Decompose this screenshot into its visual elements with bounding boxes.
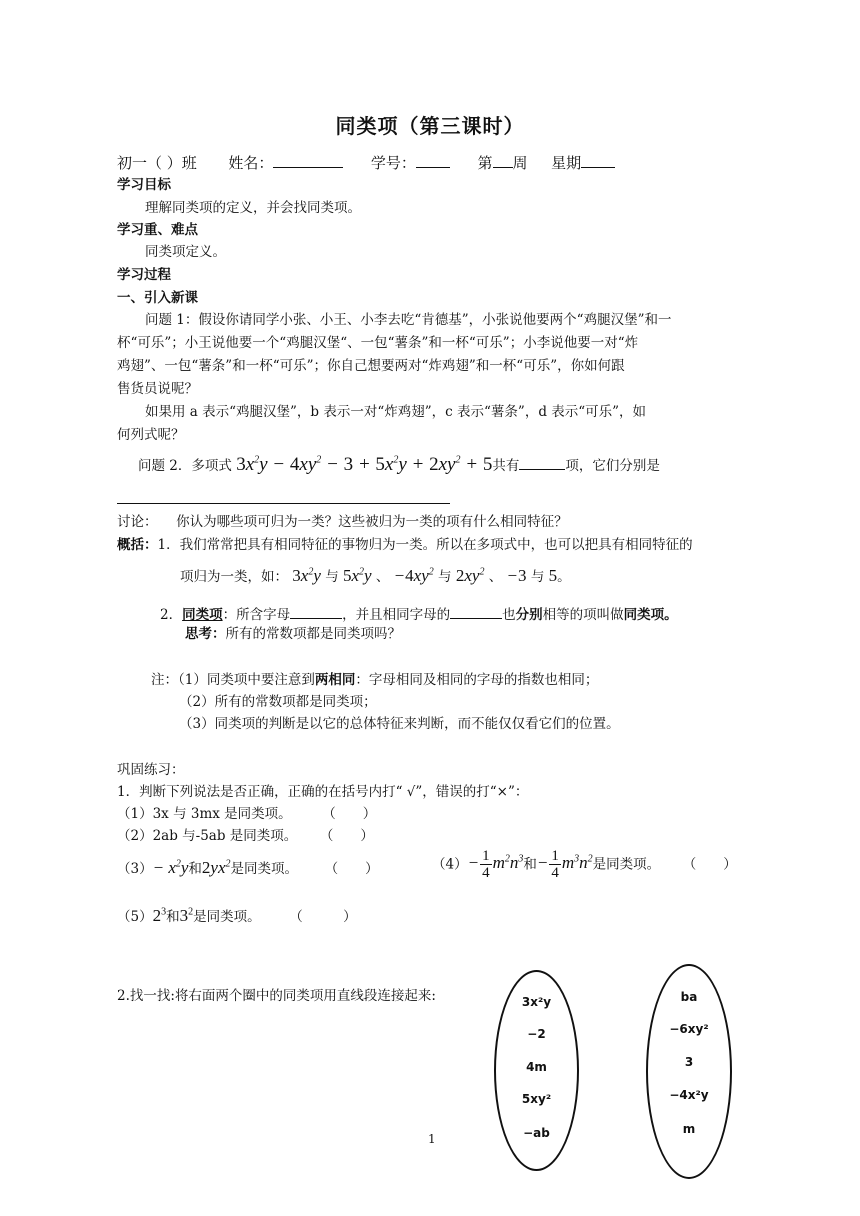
day-field[interactable] <box>581 153 615 168</box>
discussion-label: 讨论： <box>117 514 158 530</box>
summary-item1-prefix: 项归为一类，如： <box>180 569 288 585</box>
think-text: 所有的常数项都是同类项吗？ <box>225 626 401 642</box>
q2-mid: 共有 <box>492 458 520 474</box>
goal-text: 理解同类项的定义，并会找同类项。 <box>145 200 361 216</box>
item-2-text: （2）2ab 与-5ab 是同类项。 <box>117 828 298 844</box>
and-text: 与 <box>530 569 545 585</box>
q1-line-6: 何列式呢？ <box>117 427 185 443</box>
id-label: 学号： <box>370 154 416 172</box>
item-5-expr-b: $3^2$ <box>179 906 194 925</box>
note-1-b: 两相同 <box>314 672 356 688</box>
item2-text-d: 分别 <box>515 607 543 623</box>
answer-paren[interactable]: （ ） <box>324 861 379 877</box>
item-5-and: 和 <box>166 909 180 925</box>
item-3-expr-b: $2yx^2$ <box>201 858 231 877</box>
letters-blank[interactable] <box>290 604 342 619</box>
item-3-and: 和 <box>188 861 202 877</box>
student-info-line <box>117 153 615 172</box>
right-term-circle <box>646 964 732 1179</box>
right-term-1[interactable]: ba <box>680 990 698 1004</box>
discussion-text: 你认为哪些项可归为一类？这些被归为一类的项有什么相同特征？ <box>176 514 568 530</box>
answer-paren[interactable]: （ ） <box>682 856 737 873</box>
practice-item-3 <box>117 858 379 878</box>
practice-q1: 1．判断下列说法是否正确，正确的在括号内打“ √”，错误的打“×”： <box>117 784 529 800</box>
note-1-c: ：字母相同及相同的字母的指数也相同； <box>355 672 599 688</box>
item2-text-f: 同类项。 <box>623 607 678 623</box>
week-field[interactable] <box>493 153 513 168</box>
and-text: 与 <box>325 569 339 585</box>
week-label: 第 <box>477 154 493 172</box>
name-label: 姓名： <box>228 154 274 172</box>
page-title: 同类项（第三课时） <box>335 114 525 138</box>
example-term-4: $2xy^2$ <box>455 566 485 585</box>
q2-prefix: 问题 2．多项式 <box>138 458 232 474</box>
q2-suffix: 项，它们分别是 <box>565 458 660 474</box>
item2-term: 同类项 <box>182 607 223 623</box>
intro-heading: 一、引入新课 <box>117 290 198 306</box>
practice-item-2 <box>117 828 374 844</box>
name-field[interactable] <box>273 153 343 168</box>
answer-paren[interactable]: （ ） <box>319 828 374 844</box>
period-text: 。 <box>557 569 571 585</box>
practice-item-1 <box>117 806 376 822</box>
think-line <box>185 626 401 642</box>
right-term-5[interactable]: m <box>682 1122 696 1136</box>
left-term-1[interactable]: 3x²y <box>521 995 552 1009</box>
practice-item-4 <box>432 848 737 881</box>
item2-number: 2． <box>160 607 183 623</box>
think-label: 思考： <box>185 626 226 642</box>
left-term-4[interactable]: 5xy² <box>521 1092 552 1106</box>
discussion-line <box>117 514 568 530</box>
item-4-end: 是同类项。 <box>592 856 661 873</box>
process-heading: 学习过程 <box>117 267 171 283</box>
answer-line[interactable] <box>117 503 450 504</box>
left-term-5[interactable]: −ab <box>523 1126 550 1140</box>
key-heading: 学习重、难点 <box>117 222 198 238</box>
q1-line-3: 鸡翅”、一包“薯条”和一杯“可乐”；你自己想要两对“炸鸡翅”和一杯“可乐”，你如何跟 <box>117 358 625 374</box>
item-4-number: （4） <box>432 856 468 873</box>
week-suffix: 周 <box>512 154 528 172</box>
item-5-expr-a: $2^3$ <box>152 906 167 925</box>
practice-item-5 <box>117 906 357 926</box>
class-label: 初一（ ）班 <box>117 154 197 172</box>
answer-paren[interactable]: （ ） <box>289 909 357 925</box>
item2-text-e: 相等的项叫做 <box>542 607 624 623</box>
item-3-number: （3） <box>117 861 153 877</box>
page-number: 1 <box>428 1132 436 1146</box>
item2-text-c: 也 <box>502 607 516 623</box>
example-term-3: $-4xy^2$ <box>393 566 434 585</box>
item-4-expr-b: − $\frac{1}{4}$ $m^3n^2$ <box>536 848 593 881</box>
example-term-6: 5 <box>548 566 558 585</box>
exponent-blank[interactable] <box>450 604 502 619</box>
note-3: （3）同类项的判断是以它的总体特征来判断，而不能仅仅看它们的位置。 <box>179 716 620 732</box>
id-field[interactable] <box>416 153 450 168</box>
note-2: （2）所有的常数项都是同类项； <box>179 694 377 710</box>
goal-heading: 学习目标 <box>117 177 171 193</box>
note-1 <box>151 672 598 688</box>
and-text: 与 <box>438 569 452 585</box>
separator-text: 、 <box>488 569 503 585</box>
term-count-field[interactable] <box>519 455 565 470</box>
left-term-2[interactable]: −2 <box>527 1027 546 1041</box>
example-term-1: $3x^2y$ <box>292 566 321 585</box>
q1-line-2: 杯“可乐”；小王说他要一个“鸡腿汉堡“、一包“薯条”和一杯“可乐”；小李说他要一对“炸 <box>117 335 639 351</box>
item-4-expr-a: − $\frac{1}{4}$ $m^2n^3$ <box>467 848 524 881</box>
summary-item1-line1: 1．我们常常把具有相同特征的事物归为一类。所以在多项式中，也可以把具有相同特征的 <box>157 537 693 553</box>
example-term-2: $5x^2y$ <box>342 566 372 585</box>
item-4-and: 和 <box>523 856 537 873</box>
summary-line-3 <box>160 604 678 623</box>
separator-text: 、 <box>375 569 390 585</box>
right-term-3[interactable]: 3 <box>684 1055 694 1069</box>
left-term-3[interactable]: 4m <box>526 1060 547 1074</box>
summary-label: 概括： <box>117 537 158 553</box>
day-label: 星期 <box>551 154 582 172</box>
q1-line-4: 售货员说呢？ <box>117 381 198 397</box>
key-text: 同类项定义。 <box>145 244 226 260</box>
item-3-end: 是同类项。 <box>230 861 299 877</box>
summary-line-1 <box>117 537 693 553</box>
example-term-5: −3 <box>506 566 527 585</box>
item-3-expr-a: − $x^2y$ <box>152 858 189 877</box>
q1-line-5: 如果用 a 表示“鸡腿汉堡”，b 表示一对“炸鸡翅”，c 表示“薯条”，d 表示“可乐”，如 <box>145 404 647 420</box>
summary-line-2 <box>180 566 571 586</box>
item-5-number: （5） <box>117 909 153 925</box>
polynomial-expression: $3x^2y - 4xy^2 - 3 + 5x^2y + 2xy^2 + 5$ <box>236 454 493 475</box>
practice-q2: 2.找一找:将右面两个圈中的同类项用直线段连接起来: <box>117 988 436 1004</box>
answer-paren[interactable]: （ ） <box>322 806 377 822</box>
right-term-4[interactable]: −4x²y <box>669 1088 709 1102</box>
item2-text-b: ，并且相同字母的 <box>342 607 451 623</box>
notes-label: 注： <box>151 672 178 688</box>
right-term-2[interactable]: −6xy² <box>669 1022 709 1036</box>
q2-line <box>138 454 660 477</box>
item2-text-a: ：所含字母 <box>222 607 291 623</box>
q1-line-1: 问题 1：假设你请同学小张、小王、小李去吃“肯德基”，小张说他要两个“鸡腿汉堡”和一 <box>145 312 672 328</box>
note-1-a: （1）同类项中要注意到 <box>178 672 315 688</box>
item-5-end: 是同类项。 <box>193 909 261 925</box>
left-term-circle <box>494 970 579 1171</box>
item-1-text: （1）3x 与 3mx 是同类项。 <box>117 806 292 822</box>
practice-heading: 巩固练习： <box>117 762 185 778</box>
